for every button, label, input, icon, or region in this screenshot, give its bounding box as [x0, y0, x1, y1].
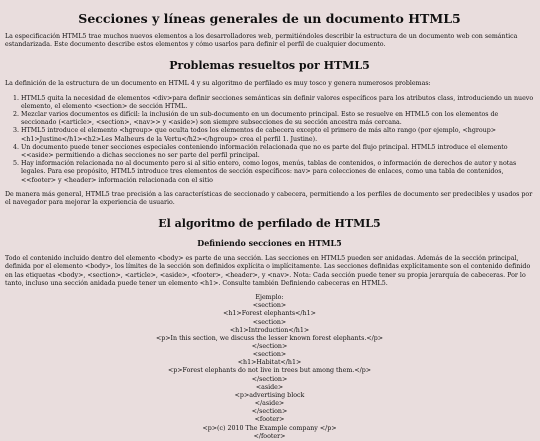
- section-heading-problems: Problemas resueltos por HTML5: [169, 59, 370, 73]
- intro-paragraph: La especificación HTML5 trae muchos nuevos elementos a los desarrolladores web, permitiéndoles describir la estructura de un documento web con semántica estandarizada. Este documento describe estos elementos y cómo usarlos para definir el perfil de cualquier documento.: [5, 33, 518, 49]
- subheading-defining-sections: Definiendo secciones en HTML5: [197, 238, 342, 249]
- example-line: <footer>: [254, 416, 285, 424]
- example-line: <p>In this section, we discuss the lesser known forest elephants.</p>: [155, 334, 384, 342]
- example-line: </section>: [251, 343, 288, 350]
- example-line: Ejemplo:: [255, 294, 284, 302]
- problems-lead: La definición de la estructura de un documento en HTML 4 y su algoritmo de perfilado es muy tosco y genera numerosos problemas:: [5, 80, 431, 88]
- code-example: [5, 294, 534, 441]
- problems-conclusion: De manera más general, HTML5 trae precisión a las características de seccionado y cabecera, permitiendo a los perfiles de documento ser predecibles y usados por el navegador para mejorar la experiencia de usuario.: [5, 190, 533, 207]
- example-line: </section>: [251, 375, 288, 383]
- example-line: <h1>Introduction</h1>: [229, 326, 310, 334]
- example-line: <section>: [252, 318, 287, 326]
- example-line: </aside>: [254, 400, 285, 408]
- page-title: Secciones y líneas generales de un documento HTML5: [78, 11, 461, 26]
- example-line: </section>: [251, 408, 288, 416]
- example-line: <section>: [252, 351, 287, 359]
- example-line: <aside>: [255, 383, 284, 391]
- list-item: 2. Mezclar varios documentos es difícil: la inclusión de un sub-documento en un documento principal. Esto se resuelve en HTML5 con los elementos de seccionado (<article>, <section>, <nav>> y <aside>) son siempre subsecciones de su sección ancestra más cercana.: [21, 111, 534, 127]
- list-item: 1. HTML5 quita la necesidad de elementos <div>para definir secciones semánticas sin definir valores específicos para los atributos class, introduciendo un nuevo elemento, el elemento <section> de sección HTML.: [21, 95, 534, 111]
- example-line: <p>Forest elephants do not live in trees but among them.</p>: [167, 367, 372, 375]
- example-line: <p>(c) 2010 The Example company </p>: [202, 424, 337, 432]
- list-item: 5. Hay información relacionada no al documento pero si al sitio entero, como logos, menús, tablas de contenidos, o información de derechos de autor y notas legales. Para ese propósito, HTML5 introduce tres elementos de sección específicos: nav> para colecciones de enlaces, como una tabla de contenidos, <<footer> y <header> información relacionada con el sitio: [21, 160, 534, 185]
- section-heading-algorithm: El algoritmo de perfilado de HTML5: [158, 217, 381, 231]
- problems-list: [5, 95, 534, 185]
- example-line: <h1>Forest elephants</h1>: [223, 310, 316, 318]
- list-item: 3. HTML5 introduce el elemento <hgroup> que oculta todos los elementos de cabecera excepto el primero de más alto rango (por ejemplo, <hgroup> <h1>Justine</h1><h2>Les Malheurs de la Vertu</h2></hgroup> crea el perfil 1. Justine).: [21, 127, 534, 143]
- example-line: <p>advertising block: [234, 391, 305, 399]
- example-line: <h1>Habitat</h1>: [237, 359, 302, 367]
- example-line: <section>: [252, 302, 287, 310]
- list-item: 4. Un documento puede tener secciones especiales conteniendo información relacionada que no es parte del flujo principal. HTML5 introduce el elemento <<aside> permitiendo a dichas secciones no ser parte del perfil principal.: [21, 144, 534, 160]
- sections-paragraph: Todo el contenido incluido dentro del elemento <body> es parte de una sección. Las secciones en HTML5 pueden ser anidadas. Además de la sección principal, definida por el elemento <body>, los límites de la sección son definidos explícita o implícitamente. Las secciones definidas explícitamente son el contenido definido en las etiquetas <body>, <section>, <article>, <aside>, <footer>, <header>, y <nav>. Nota: Cada sección puede tener su propia jerarquía de cabeceras. Por lo tanto, incluso una sección anidada puede tener un elemento <h1>. Consulte también Definiendo cabeceras en HTML5.: [5, 255, 531, 287]
- example-line: </footer>: [253, 432, 286, 440]
